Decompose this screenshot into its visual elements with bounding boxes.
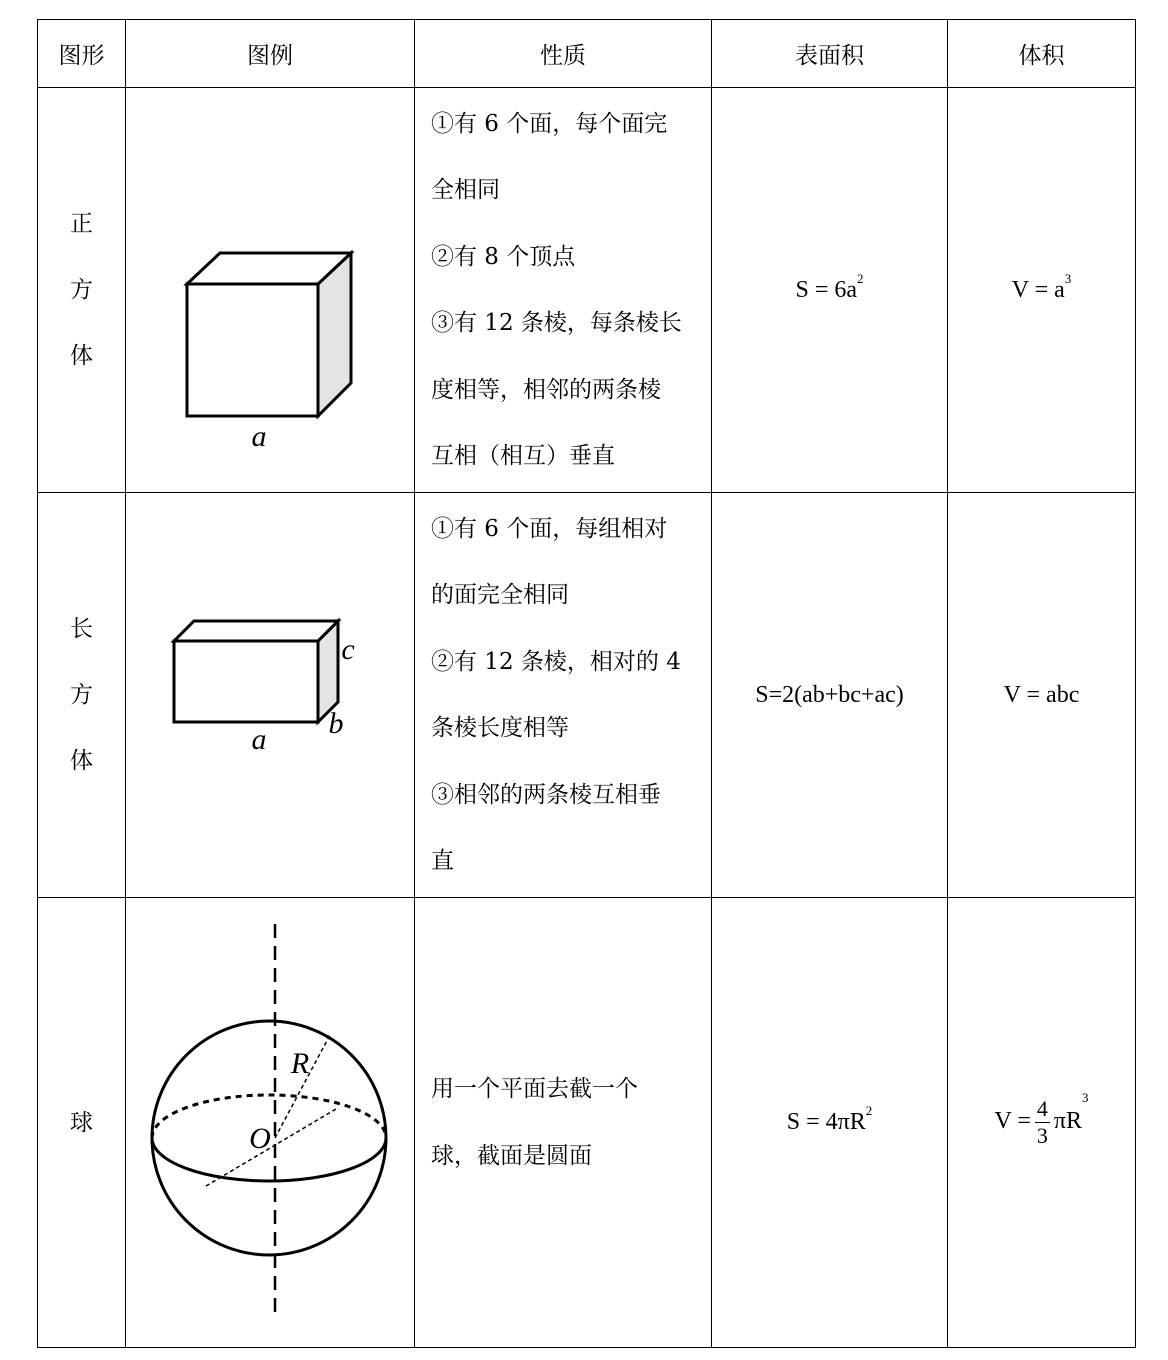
sphere-figure-cell — [126, 898, 415, 1348]
property-line: ②有 8 个顶点 — [431, 243, 576, 270]
property-line: 球，截面是圆面 — [431, 1142, 592, 1169]
sphere-diameter-line — [206, 1109, 336, 1186]
cube-front-face — [187, 284, 318, 416]
header-shape: 图形 — [38, 20, 126, 88]
sphere-properties — [415, 898, 712, 1348]
property-line: 全相同 — [431, 177, 500, 203]
property-line: 用一个平面去截一个 — [431, 1076, 638, 1102]
fraction-numerator: 4 — [1036, 1096, 1048, 1121]
property-line: ③相邻的两条棱互相垂 — [431, 781, 661, 808]
sphere-volume — [948, 898, 1136, 1348]
shape-name-sphere — [38, 898, 126, 1348]
shape-name-char: 长 — [70, 616, 93, 642]
formula-text: S = 6a — [795, 276, 858, 303]
cube-figure — [126, 88, 414, 488]
cuboid-top-face — [174, 621, 338, 641]
table-row-cube — [38, 88, 1136, 493]
property-line: 互相（相互）垂直 — [431, 443, 615, 469]
header-properties: 性质 — [415, 20, 712, 88]
cuboid-front-face — [174, 641, 318, 722]
cube-edge-label-a: a — [251, 420, 267, 453]
property-line: ②有 12 条棱，相对的 4 — [431, 648, 681, 675]
sphere-figure — [126, 898, 414, 1343]
cuboid-edge-label-b: b — [328, 707, 344, 740]
shape-name-char: 体 — [70, 343, 93, 369]
cuboid-figure-cell — [126, 493, 415, 898]
sphere-surface-area — [712, 898, 948, 1348]
shape-name-char: 方 — [70, 277, 93, 303]
formula-exponent: 2 — [857, 270, 864, 286]
volume-fraction — [1035, 1096, 1050, 1149]
header-illustration: 图例 — [126, 20, 415, 88]
cube-volume — [948, 88, 1136, 493]
geometry-table — [37, 19, 1136, 1348]
cuboid-edge-label-c: c — [341, 633, 355, 666]
sphere-label-O: O — [249, 1122, 271, 1155]
sphere-label-R: R — [290, 1047, 310, 1080]
cuboid-volume — [948, 493, 1136, 898]
formula-text: V = abc — [1003, 681, 1080, 708]
fraction-denominator: 3 — [1036, 1123, 1048, 1148]
shape-name-char: 正 — [70, 211, 93, 237]
cuboid-figure — [126, 493, 414, 893]
shape-name-char: 体 — [70, 748, 93, 774]
shape-name-char: 方 — [70, 682, 93, 708]
header-volume: 体积 — [948, 20, 1136, 88]
shape-name-char: 球 — [70, 1109, 93, 1136]
formula-exponent: 3 — [1064, 270, 1072, 286]
formula-exponent: 2 — [865, 1103, 873, 1118]
property-line: ③有 12 条棱，每条棱长 — [431, 310, 682, 336]
property-line: ①有 6 个面，每个面完 — [431, 110, 668, 137]
cube-surface-area — [712, 88, 948, 493]
header-row — [38, 20, 1136, 88]
formula-suffix: πR — [1053, 1108, 1083, 1135]
table-row-sphere — [38, 898, 1136, 1348]
formula-exponent: 3 — [1082, 1090, 1089, 1105]
property-line: 的面完全相同 — [431, 582, 569, 608]
formula-text: S=2(ab+bc+ac) — [755, 681, 904, 708]
property-line: ①有 6 个面，每组相对 — [431, 515, 668, 542]
shape-name-cuboid — [38, 493, 126, 898]
cube-properties — [415, 88, 712, 493]
property-line: 度相等，相邻的两条棱 — [431, 376, 661, 403]
cuboid-edge-label-a: a — [251, 723, 267, 756]
cuboid-surface-area — [712, 493, 948, 898]
formula-prefix: V = — [994, 1108, 1031, 1135]
cuboid-properties — [415, 493, 712, 898]
formula-text: S = 4πR — [786, 1109, 866, 1135]
property-line: 直 — [431, 848, 454, 874]
shape-name-cube — [38, 88, 126, 493]
cube-figure-cell — [126, 88, 415, 493]
property-line: 条棱长度相等 — [431, 715, 569, 741]
header-surface-area: 表面积 — [712, 20, 948, 88]
formula-text: V = a — [1011, 276, 1065, 303]
table-row-cuboid — [38, 493, 1136, 898]
